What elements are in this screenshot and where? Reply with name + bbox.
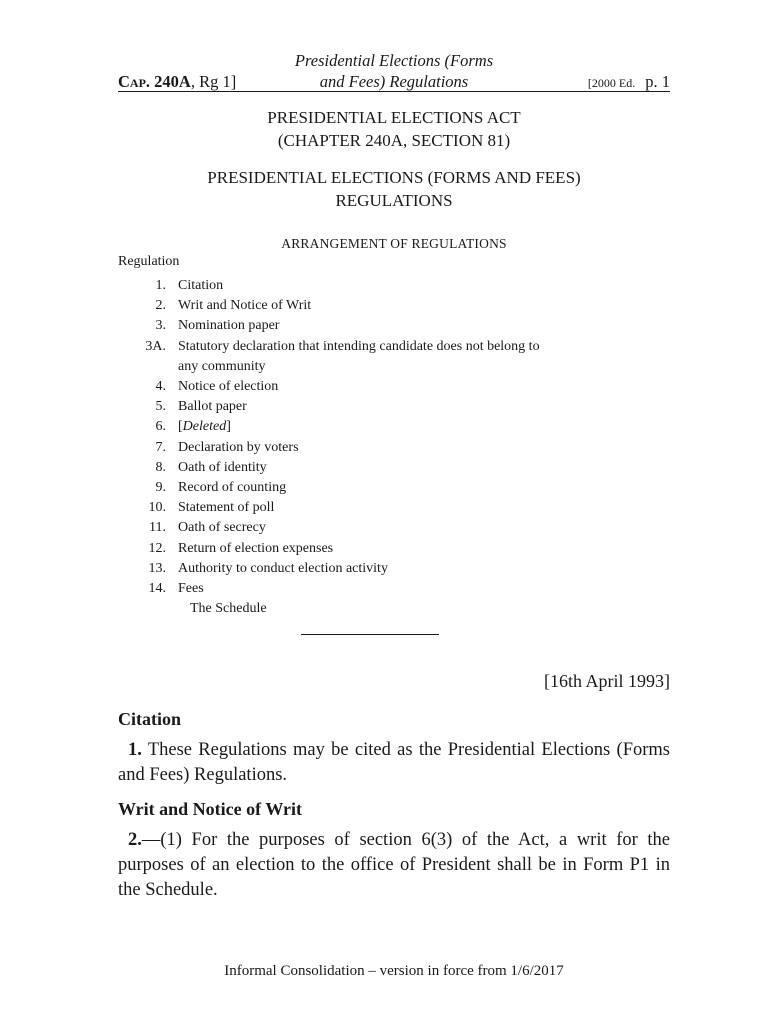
writ-text: —(1) For the purposes of section 6(3) of the Act, a writ for the purposes of an election to the office of President shall be in Form P1 in the Schedule.: [118, 830, 670, 900]
arrangement-item: [118, 438, 670, 458]
arrangement-title: ARRANGEMENT OF REGULATIONS: [281, 236, 507, 251]
arrangement-item-label: Declaration by voters: [178, 439, 299, 455]
header-title-line2: and Fees) Regulations: [319, 72, 469, 91]
arrangement-item-label-continued: any community: [178, 358, 266, 374]
running-header: [118, 50, 670, 92]
arrangement-item: [118, 478, 670, 498]
arrangement-item: [118, 559, 670, 579]
arrangement-item: [118, 316, 670, 336]
consolidation-footer: Informal Consolidation – version in force from 1/6/2017: [224, 963, 564, 979]
arrangement-item-number: 2.: [155, 298, 166, 314]
arrangement-item-number: 6.: [155, 419, 166, 435]
arrangement-item-number: 10.: [148, 500, 166, 516]
arrangement-item-number: 13.: [148, 560, 166, 576]
header-edition: [2000 Ed.: [587, 76, 636, 90]
regulations-title-line1: PRESIDENTIAL ELECTIONS (FORMS AND FEES): [207, 168, 581, 187]
header-rg: , Rg 1]: [190, 72, 237, 91]
arrangement-item: [118, 518, 670, 538]
arrangement-item-number: 3A.: [145, 338, 166, 354]
arrangement-item-number: 14.: [148, 581, 166, 597]
arrangement-item-number: 1.: [155, 278, 166, 293]
arrangement-item-label: Writ and Notice of Writ: [178, 298, 312, 314]
regulation-label: Regulation: [118, 254, 180, 269]
arrangement-item-label: Ballot paper: [178, 399, 247, 415]
arrangement-item-label: Record of counting: [178, 480, 287, 496]
arrangement-item-label: Citation: [178, 278, 224, 293]
document-page: [118, 0, 670, 1024]
arrangement-schedule: [118, 599, 670, 619]
arrangement-item: [118, 276, 670, 296]
commencement-date: [16th April 1993]: [544, 671, 670, 691]
header-cap-number: 240A: [154, 72, 191, 91]
arrangement-item-label: Statement of poll: [178, 500, 275, 516]
arrangement-item: [118, 498, 670, 518]
arrangement-item-label: Authority to conduct election activity: [178, 560, 388, 576]
act-title-line2: (CHAPTER 240A, SECTION 81): [277, 131, 511, 150]
arrangement-item-continuation: [118, 357, 670, 377]
arrangement-item-number: 8.: [155, 459, 166, 475]
arrangement-item-label: Oath of secrecy: [178, 520, 266, 536]
arrangement-item-number: 12.: [148, 540, 166, 556]
writ-number: 2.: [128, 830, 142, 850]
citation-number: 1.: [128, 740, 142, 760]
arrangement-item-label: Notice of election: [178, 379, 279, 395]
arrangement-list: [118, 276, 670, 619]
arrangement-item-number: 3.: [155, 318, 166, 334]
header-chapter: [118, 71, 236, 92]
arrangement-item-label: Oath of identity: [178, 459, 267, 475]
citation-text: These Regulations may be cited as the Presidential Elections (Forms and Fees) Regulations.: [118, 740, 670, 785]
arrangement-item: [118, 377, 670, 397]
arrangement-item-number: 11.: [149, 520, 166, 536]
regulations-title-line2: REGULATIONS: [335, 191, 453, 210]
act-title: [118, 106, 670, 152]
regulations-title: [118, 166, 670, 212]
arrangement-item-label: Return of election expenses: [178, 540, 334, 556]
arrangement-item: [118, 337, 670, 357]
schedule-label: The Schedule: [190, 601, 267, 617]
header-page-number: p. 1: [645, 72, 670, 91]
act-title-line1: PRESIDENTIAL ELECTIONS ACT: [267, 108, 521, 127]
arrangement-item-label: Fees: [178, 581, 204, 597]
section-divider: [301, 634, 439, 635]
writ-heading: Writ and Notice of Writ: [118, 799, 302, 819]
arrangement-item: [118, 296, 670, 316]
arrangement-item-number: 5.: [155, 399, 166, 415]
arrangement-item: [118, 579, 670, 599]
citation-heading: Citation: [118, 709, 181, 729]
arrangement-item-label: Nomination paper: [178, 318, 280, 334]
arrangement-item: [118, 397, 670, 417]
arrangement-item-number: 9.: [155, 480, 166, 496]
arrangement-item-label: Statutory declaration that intending candidate does not belong to: [178, 338, 540, 354]
arrangement-item: [118, 458, 670, 478]
header-rule: [118, 91, 670, 92]
arrangement-item-label: [Deleted]: [178, 419, 231, 435]
header-cap-label: Cap.: [118, 72, 151, 91]
arrangement-item: [118, 417, 670, 437]
citation-paragraph: [118, 738, 670, 788]
arrangement-item: [118, 539, 670, 559]
header-title-line1: Presidential Elections (Forms: [294, 51, 494, 70]
arrangement-item-number: 7.: [155, 439, 166, 455]
arrangement-item-number: 4.: [155, 379, 166, 395]
writ-paragraph: [118, 828, 670, 903]
